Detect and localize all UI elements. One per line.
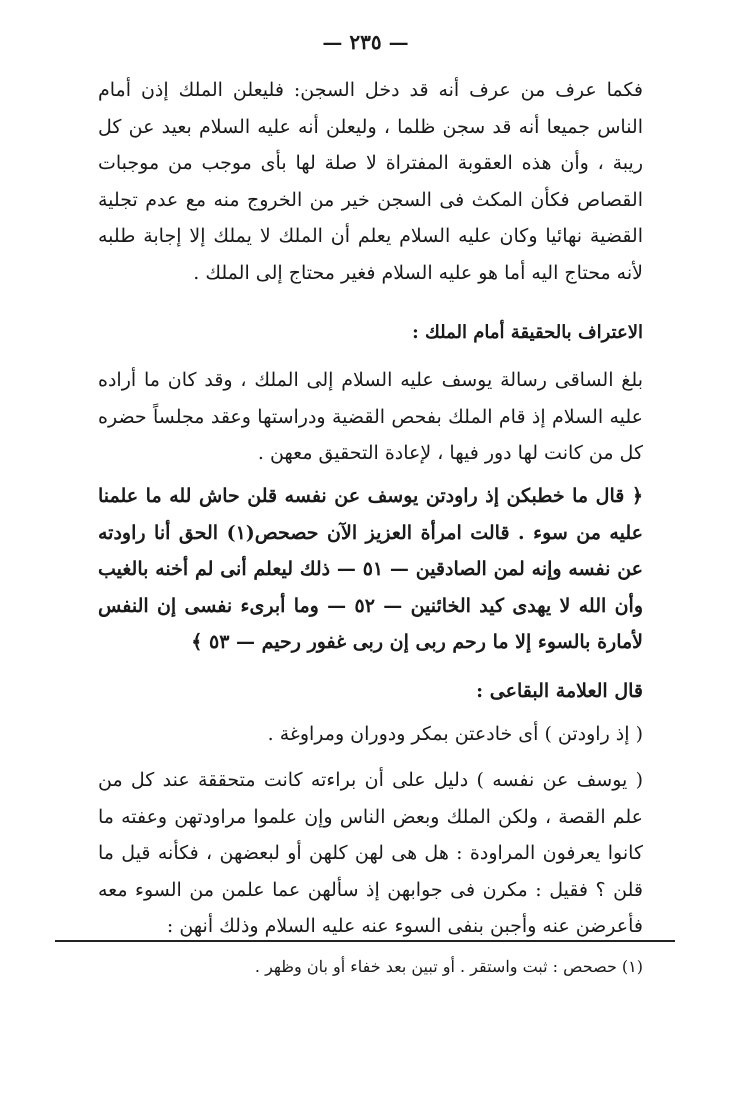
gloss-paragraph-1 [98, 716, 643, 753]
footnote: (١) حصحص : ثبت واستقر . أو تبين بعد خفاء أو بان وظهر . [254, 957, 643, 976]
quran-passage-text: ﴿ قال ما خطبكن إذ راودتن يوسف عن نفسه قلن حاش لله ما علمنا عليه من سوء . قالت امرأة العزيز الآن حصحص(١) الحق أنا راودته عن نفسه وإنه لمن الصادقين — ٥١ — ذلك ليعلم أنى لم أخنه بالغيب وأن الله لا يهدى كيد الخائنين — ٥٢ — وما أبرىء نفسى إن النفس لأمارة بالسوء إلا ما رحم ربى إن ربى غفور رحيم — ٥٣ ﴾ [98, 485, 643, 653]
quran-passage [98, 478, 643, 661]
page-number: — ٢٣٥ — [322, 30, 409, 54]
intro-paragraph [98, 72, 643, 291]
gloss-paragraph-2-text: ( يوسف عن نفسه ) دليل على أن براءته كانت متحققة عند كل من علم القصة ، ولكن الملك وبعض الناس وإن علموا مراودتهن وعفته ما كانوا يعرفون المراودة : هل هى لهن كلهن أو لبعضهن ، فكأنه قيل ما قلن ؟ فقيل : مكرن فى جوابهن إذ سألهن عما علمن من السوء معه فأعرضن عنه وأجبن بنفى السوء عنه عليه السلام وذلك أنهن : [98, 769, 643, 937]
intro-paragraph-text: فكما عرف من عرف أنه قد دخل السجن: فليعلن الملك إذن أمام الناس جميعا أنه قد سجن ظلما ، وليعلن أنه عليه السلام بعيد عن كل ريبة ، وأن هذه العقوبة المفتراة لا صلة لها بأى موجب من موجبات القصاص فكأن المكث فى السجن خير من الخروج منه مع عدم تجلية القضية نهائيا وكان عليه السلام يعلم أن الملك لا يملك إلا إجابة طلبه لأنه محتاج اليه أما هو عليه السلام فغير محتاج إلى الملك . [98, 79, 643, 284]
section-heading-baqai: قال العلامة البقاعى : [476, 680, 643, 702]
gloss-paragraph-2 [98, 762, 643, 945]
gloss-paragraph-1-text: ( إذ راودتن ) أى خادعتن بمكر ودوران ومراوغة . [267, 723, 643, 745]
message-paragraph [98, 362, 643, 472]
message-paragraph-text: بلغ الساقى رسالة يوسف عليه السلام إلى الملك ، وقد كان ما أراده عليه السلام إذ قام الملك بفحص القضية ودراستها وعقد مجلساً حضره كل من كانت لها دور فيها ، لإعادة التحقيق معهن . [98, 369, 643, 464]
section-heading-confession: الاعتراف بالحقيقة أمام الملك : [412, 322, 643, 343]
footnote-divider [55, 940, 675, 942]
